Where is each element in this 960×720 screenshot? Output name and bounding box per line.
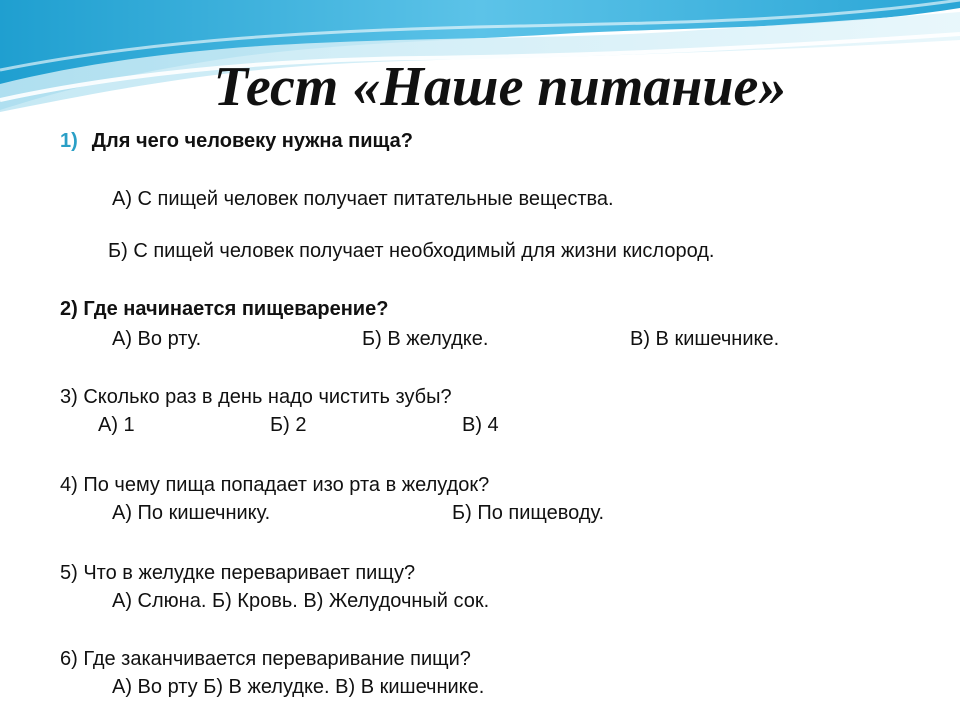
question-2-text: 2) Где начинается пищеварение? xyxy=(60,298,389,320)
question-3-text: 3) Сколько раз в день надо чистить зубы? xyxy=(60,386,452,408)
q4-answer-a: А) По кишечнику. xyxy=(112,502,271,524)
q1-answer-b: Б) С пищей человек получает необходимый для жизни кислород. xyxy=(108,240,715,262)
question-6-text: 6) Где заканчивается переваривание пищи? xyxy=(60,648,471,670)
q3-answer-b: Б) 2 xyxy=(270,414,307,436)
q1-answer-a: А) С пищей человек получает питательные вещества. xyxy=(112,188,614,210)
page-title: Тест «Наше питание» xyxy=(213,56,787,118)
question-1-number: 1) xyxy=(60,130,78,152)
question-4-text: 4) По чему пища попадает изо рта в желудок? xyxy=(60,474,490,496)
q3-answer-a: А) 1 xyxy=(98,414,135,436)
q3-answer-c: В) 4 xyxy=(462,414,499,436)
question-1 xyxy=(60,128,413,154)
q2-answer-c: В) В кишечнике. xyxy=(630,328,780,350)
q2-answer-b: Б) В желудке. xyxy=(362,328,489,350)
question-5-text: 5) Что в желудке переваривает пищу? xyxy=(60,562,416,584)
q4-answer-b: Б) По пищеводу. xyxy=(452,502,605,524)
question-1-text: Для чего человеку нужна пища? xyxy=(91,130,414,152)
q5-answers: А) Слюна. Б) Кровь. В) Желудочный сок. xyxy=(112,590,490,612)
q6-answers: А) Во рту Б) В желудке. В) В кишечнике. xyxy=(112,676,485,698)
q2-answer-a: А) Во рту. xyxy=(112,328,202,350)
